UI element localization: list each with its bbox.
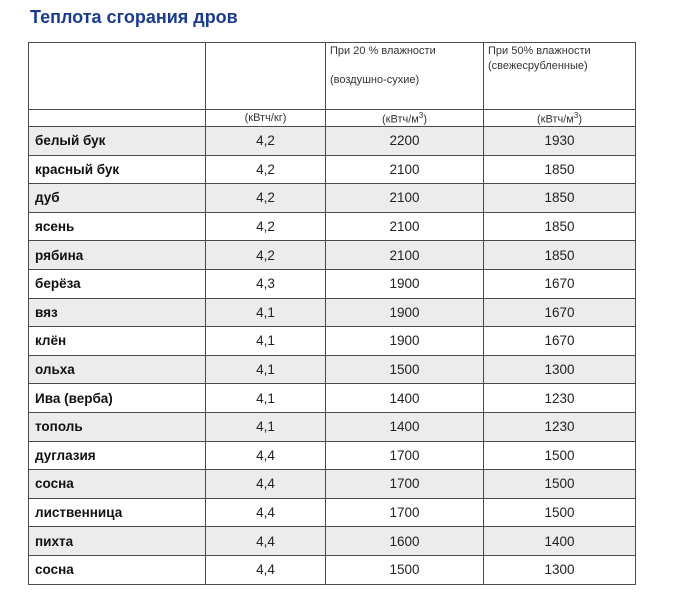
kwh-per-kg-cell: 4,4 <box>206 527 326 556</box>
unit-m3-dry <box>326 110 484 127</box>
wood-name-cell: пихта <box>29 527 206 556</box>
kwh-per-kg-cell: 4,3 <box>206 269 326 298</box>
kwh-per-m3-dry-cell: 2100 <box>326 241 484 270</box>
kwh-per-m3-dry-cell: 1500 <box>326 355 484 384</box>
table-row <box>29 212 636 241</box>
table-header-row <box>29 43 636 110</box>
kwh-per-kg-cell: 4,4 <box>206 498 326 527</box>
kwh-per-m3-fresh-cell: 1850 <box>484 241 636 270</box>
unit-exponent: 3 <box>418 110 424 120</box>
wood-name-cell: рябина <box>29 241 206 270</box>
wood-name-cell: ясень <box>29 212 206 241</box>
table-row <box>29 298 636 327</box>
table-row <box>29 269 636 298</box>
wood-name-cell: ольха <box>29 355 206 384</box>
kwh-per-kg-cell: 4,4 <box>206 470 326 499</box>
kwh-per-kg-cell: 4,2 <box>206 184 326 213</box>
table-row <box>29 241 636 270</box>
table-row <box>29 155 636 184</box>
unit-empty <box>29 110 206 127</box>
table-row <box>29 384 636 413</box>
kwh-per-m3-dry-cell: 1700 <box>326 470 484 499</box>
header-empty-name <box>29 43 206 110</box>
page-title: Теплота сгорания дров <box>30 7 238 27</box>
kwh-per-m3-fresh-cell: 1850 <box>484 184 636 213</box>
kwh-per-m3-dry-cell: 1500 <box>326 555 484 584</box>
kwh-per-m3-dry-cell: 2100 <box>326 212 484 241</box>
kwh-per-m3-fresh-cell: 1850 <box>484 212 636 241</box>
kwh-per-m3-dry-cell: 1900 <box>326 327 484 356</box>
kwh-per-m3-dry-cell: 1900 <box>326 269 484 298</box>
table-row <box>29 412 636 441</box>
wood-name-cell: Ива (верба) <box>29 384 206 413</box>
kwh-per-kg-cell: 4,2 <box>206 127 326 156</box>
kwh-per-m3-dry-cell: 1700 <box>326 441 484 470</box>
wood-name-cell: лиственница <box>29 498 206 527</box>
kwh-per-kg-cell: 4,1 <box>206 327 326 356</box>
table-row <box>29 498 636 527</box>
unit-close: ) <box>578 113 582 126</box>
table-row <box>29 355 636 384</box>
kwh-per-m3-fresh-cell: 1300 <box>484 555 636 584</box>
kwh-per-m3-dry-cell: 2200 <box>326 127 484 156</box>
wood-name-cell: берёза <box>29 269 206 298</box>
header-fresh-sublabel: (свежесрубленные) <box>488 60 588 72</box>
kwh-per-kg-cell: 4,1 <box>206 412 326 441</box>
unit-m3-fresh <box>484 110 636 127</box>
kwh-per-m3-fresh-cell: 1930 <box>484 127 636 156</box>
table-row <box>29 127 636 156</box>
kwh-per-kg-cell: 4,2 <box>206 241 326 270</box>
unit-kg: (кВтч/кг) <box>206 110 326 127</box>
kwh-per-m3-dry-cell: 1700 <box>326 498 484 527</box>
unit-m3-text: (кВтч/м <box>382 113 419 126</box>
unit-m3-text: (кВтч/м <box>537 113 574 126</box>
wood-name-cell: вяз <box>29 298 206 327</box>
header-fresh-label: При 50% влажности <box>488 45 591 57</box>
table-row <box>29 327 636 356</box>
header-fresh-wood <box>484 43 636 110</box>
unit-close: ) <box>423 113 427 126</box>
wood-name-cell: дуб <box>29 184 206 213</box>
kwh-per-m3-fresh-cell: 1500 <box>484 441 636 470</box>
kwh-per-m3-dry-cell: 1400 <box>326 384 484 413</box>
table-row <box>29 555 636 584</box>
wood-name-cell: клён <box>29 327 206 356</box>
table-row <box>29 441 636 470</box>
wood-name-cell: красный бук <box>29 155 206 184</box>
kwh-per-m3-dry-cell: 2100 <box>326 184 484 213</box>
kwh-per-kg-cell: 4,1 <box>206 298 326 327</box>
kwh-per-kg-cell: 4,2 <box>206 212 326 241</box>
kwh-per-m3-fresh-cell: 1300 <box>484 355 636 384</box>
kwh-per-m3-fresh-cell: 1670 <box>484 269 636 298</box>
header-empty-kg <box>206 43 326 110</box>
wood-name-cell: белый бук <box>29 127 206 156</box>
kwh-per-m3-fresh-cell: 1850 <box>484 155 636 184</box>
kwh-per-m3-dry-cell: 1400 <box>326 412 484 441</box>
header-dry-wood <box>326 43 484 110</box>
table-row <box>29 184 636 213</box>
wood-name-cell: тополь <box>29 412 206 441</box>
kwh-per-m3-dry-cell: 1900 <box>326 298 484 327</box>
wood-name-cell: сосна <box>29 470 206 499</box>
table-row <box>29 470 636 499</box>
kwh-per-m3-fresh-cell: 1400 <box>484 527 636 556</box>
kwh-per-m3-dry-cell: 1600 <box>326 527 484 556</box>
kwh-per-kg-cell: 4,2 <box>206 155 326 184</box>
kwh-per-kg-cell: 4,4 <box>206 555 326 584</box>
kwh-per-m3-fresh-cell: 1230 <box>484 412 636 441</box>
kwh-per-m3-fresh-cell: 1670 <box>484 327 636 356</box>
unit-exponent: 3 <box>573 110 579 120</box>
header-dry-sublabel: (воздушно-сухие) <box>330 74 420 86</box>
table-units-row <box>29 110 636 127</box>
kwh-per-m3-fresh-cell: 1500 <box>484 498 636 527</box>
kwh-per-m3-dry-cell: 2100 <box>326 155 484 184</box>
kwh-per-kg-cell: 4,1 <box>206 355 326 384</box>
kwh-per-m3-fresh-cell: 1500 <box>484 470 636 499</box>
kwh-per-kg-cell: 4,4 <box>206 441 326 470</box>
kwh-per-kg-cell: 4,1 <box>206 384 326 413</box>
kwh-per-m3-fresh-cell: 1230 <box>484 384 636 413</box>
wood-name-cell: дуглазия <box>29 441 206 470</box>
kwh-per-m3-fresh-cell: 1670 <box>484 298 636 327</box>
wood-name-cell: сосна <box>29 555 206 584</box>
table-row <box>29 527 636 556</box>
header-dry-label: При 20 % влажности <box>330 45 436 57</box>
heat-of-combustion-table <box>28 42 636 585</box>
